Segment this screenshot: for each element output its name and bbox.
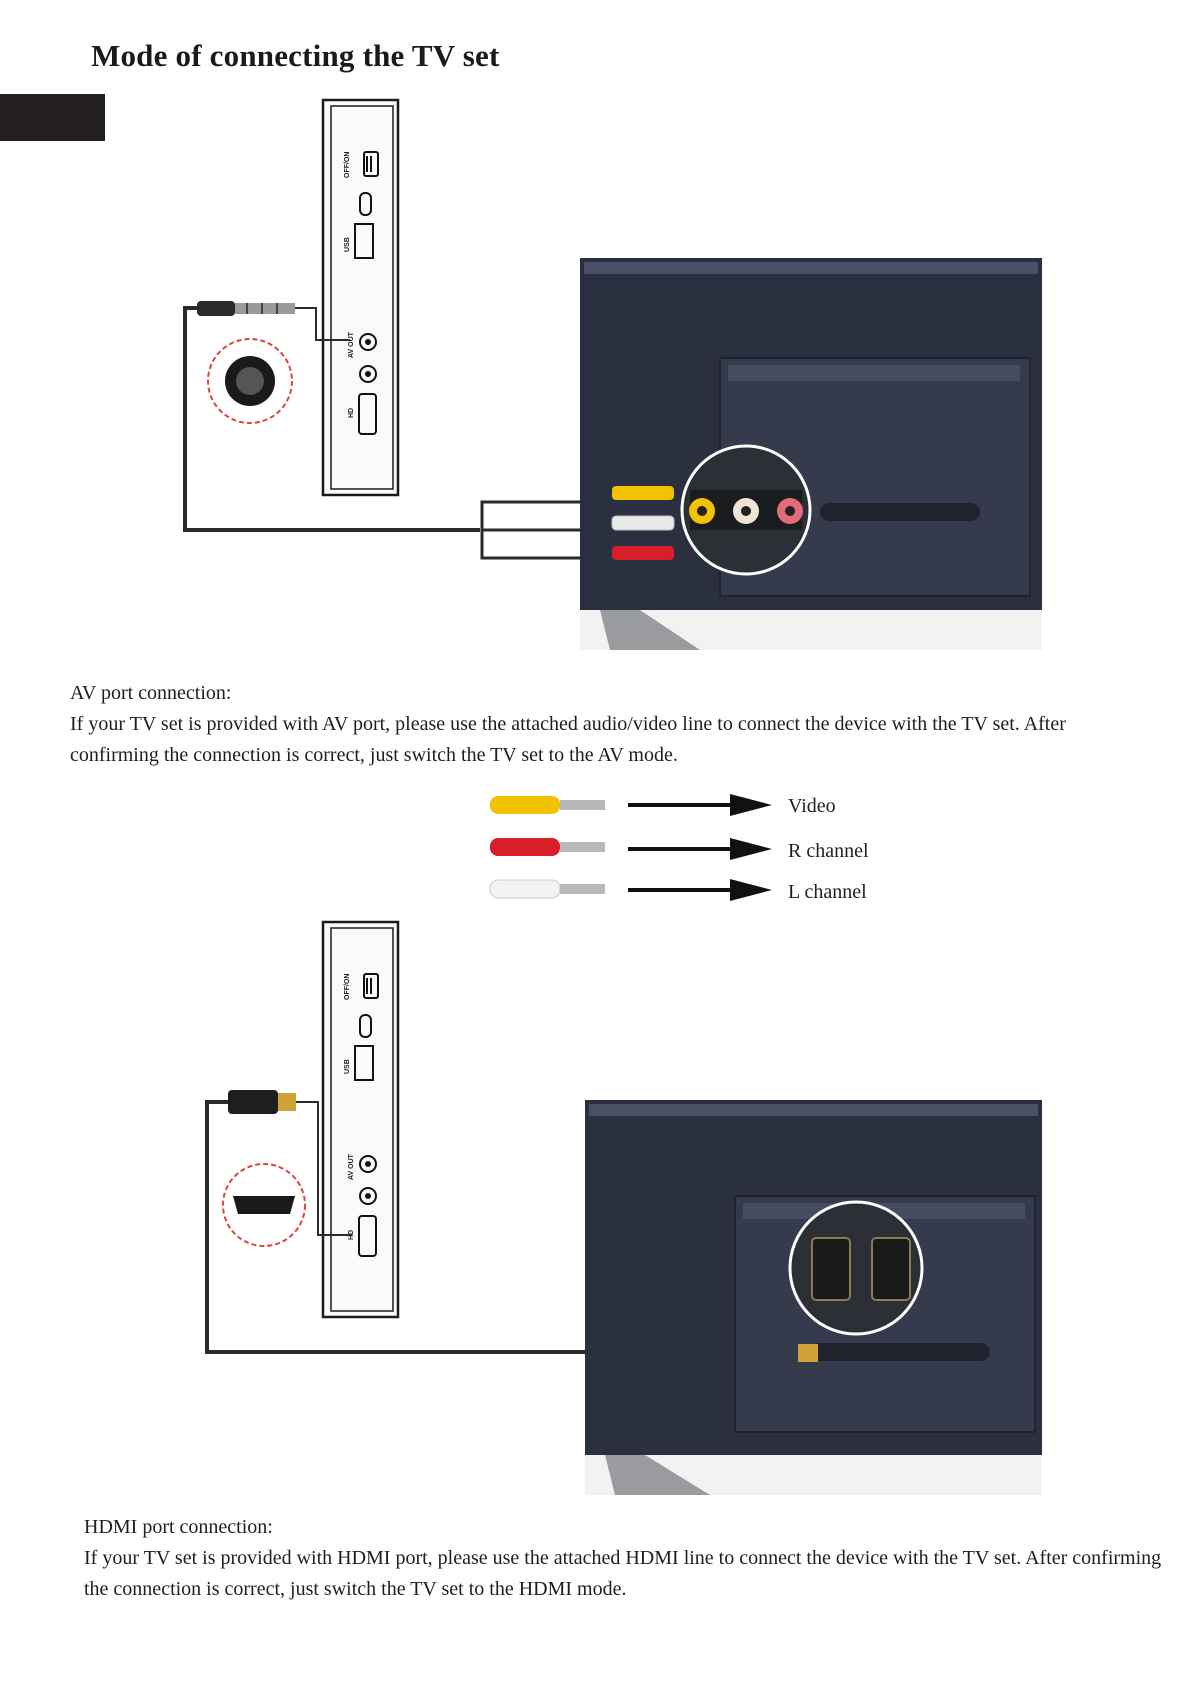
av-connection-heading: AV port connection: bbox=[70, 682, 232, 704]
rca-cable-legend bbox=[0, 775, 1193, 915]
legend-row-l-channel bbox=[490, 879, 867, 903]
av-out-label: AV OUT bbox=[348, 1154, 355, 1180]
usb-label: USB bbox=[344, 237, 351, 252]
usb-label: USB bbox=[344, 1059, 351, 1074]
off-on-label: OFF/ON bbox=[344, 973, 351, 1000]
media-player-device bbox=[323, 922, 398, 1317]
legend-label-l-channel: L channel bbox=[788, 881, 867, 903]
tv-back-view bbox=[580, 258, 1042, 650]
legend-row-video bbox=[490, 794, 836, 817]
hdmi-connection-figure bbox=[0, 910, 1193, 1510]
page-title: Mode of connecting the TV set bbox=[91, 38, 500, 73]
hd-label: HD bbox=[348, 407, 355, 418]
legend-row-r-channel bbox=[490, 838, 869, 862]
legend-label-video: Video bbox=[788, 795, 836, 817]
media-player-device bbox=[323, 100, 398, 495]
hdmi-connection-body: If your TV set is provided with HDMI port, please use the attached HDMI line to connect the device with the TV set. After confirming the connection is correct, just switch the TV set to the HDMI mode. bbox=[84, 1547, 1162, 1600]
tv-back-view bbox=[585, 1100, 1042, 1495]
off-on-label: OFF/ON bbox=[344, 151, 351, 178]
av-connection-text bbox=[70, 678, 1150, 771]
legend-label-r-channel: R channel bbox=[788, 840, 869, 862]
hdmi-connection-heading: HDMI port connection: bbox=[84, 1516, 273, 1538]
hd-label: HD bbox=[348, 1229, 355, 1240]
hdmi-connection-text bbox=[84, 1512, 1164, 1605]
av-out-label: AV OUT bbox=[348, 332, 355, 358]
av-connection-body: If your TV set is provided with AV port, please use the attached audio/video line to connect the device with the TV set. After confirming the connection is correct, just switch the TV set to the AV mode. bbox=[70, 713, 1066, 766]
av-connection-figure bbox=[0, 90, 1193, 660]
